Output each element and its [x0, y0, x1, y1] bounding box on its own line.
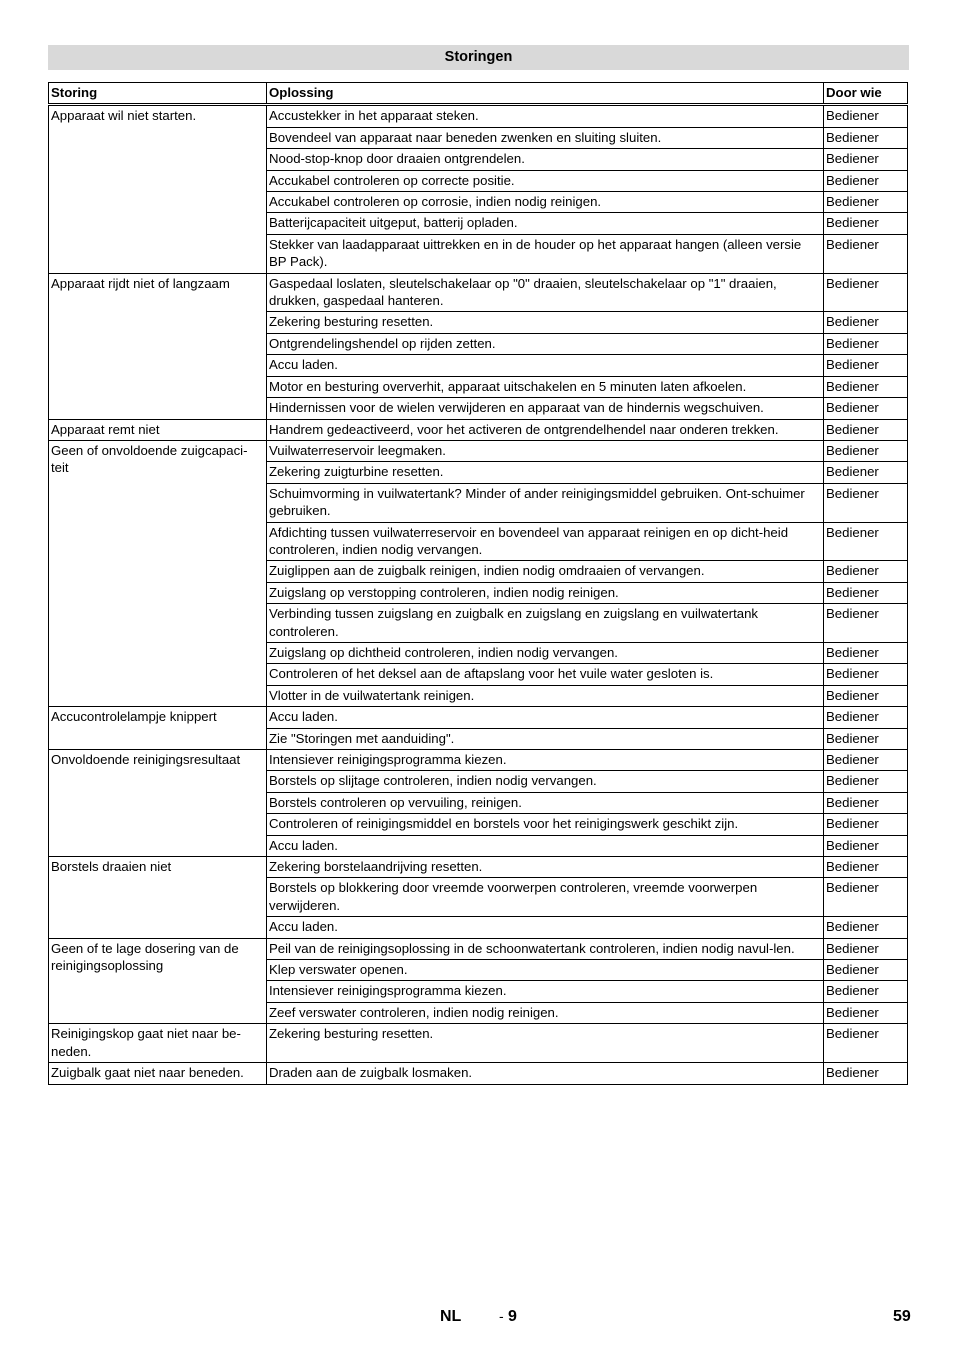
door-wie-cell: Bediener: [824, 685, 908, 706]
door-wie-cell: Bediener: [824, 981, 908, 1002]
door-wie-cell: Bediener: [824, 440, 908, 461]
oplossing-cell: Controleren of het deksel aan de aftapslang voor het vuile water gesloten is.: [267, 664, 824, 685]
door-wie-cell: Bediener: [824, 857, 908, 878]
oplossing-cell: Controleren of reinigingsmiddel en borstels voor het reinigingswerk geschikt zijn.: [267, 814, 824, 835]
door-wie-cell: Bediener: [824, 273, 908, 312]
door-wie-cell: Bediener: [824, 878, 908, 917]
oplossing-cell: Handrem gedeactiveerd, voor het activeren de ontgrendelhendel naar onderen trekken.: [267, 419, 824, 440]
door-wie-cell: Bediener: [824, 192, 908, 213]
door-wie-cell: Bediener: [824, 170, 908, 191]
fault-table-body: [49, 105, 908, 1084]
oplossing-cell: Borstels controleren op vervuiling, reinigen.: [267, 792, 824, 813]
door-wie-cell: Bediener: [824, 105, 908, 127]
door-wie-cell: Bediener: [824, 960, 908, 981]
door-wie-cell: Bediener: [824, 707, 908, 728]
door-wie-cell: Bediener: [824, 398, 908, 419]
door-wie-cell: Bediener: [824, 582, 908, 603]
door-wie-cell: Bediener: [824, 462, 908, 483]
oplossing-cell: Bovendeel van apparaat naar beneden zwenken en sluiting sluiten.: [267, 127, 824, 148]
oplossing-cell: Intensiever reinigingsprogramma kiezen.: [267, 981, 824, 1002]
door-wie-cell: Bediener: [824, 522, 908, 561]
oplossing-cell: Ontgrendelingshendel op rijden zetten.: [267, 333, 824, 354]
column-header-oplossing: Oplossing: [267, 83, 824, 105]
oplossing-cell: Accu laden.: [267, 707, 824, 728]
door-wie-cell: Bediener: [824, 376, 908, 397]
storing-cell: Geen of onvoldoende zuigcapaci-teit: [49, 440, 267, 706]
table-row: [49, 440, 908, 461]
oplossing-cell: Klep verswater openen.: [267, 960, 824, 981]
oplossing-cell: Borstels op blokkering door vreemde voorwerpen controleren, vreemde voorwerpen verwijderen.: [267, 878, 824, 917]
door-wie-cell: Bediener: [824, 561, 908, 582]
table-row: [49, 750, 908, 771]
oplossing-cell: Zie "Storingen met aanduiding".: [267, 728, 824, 749]
table-row: [49, 273, 908, 312]
oplossing-cell: Accu laden.: [267, 355, 824, 376]
storing-cell: Apparaat rijdt niet of langzaam: [49, 273, 267, 419]
door-wie-cell: Bediener: [824, 127, 908, 148]
door-wie-cell: Bediener: [824, 312, 908, 333]
oplossing-cell: Intensiever reinigingsprogramma kiezen.: [267, 750, 824, 771]
door-wie-cell: Bediener: [824, 355, 908, 376]
footer-dash: -: [499, 1308, 504, 1324]
oplossing-cell: Accukabel controleren op correcte positie.: [267, 170, 824, 191]
oplossing-cell: Accustekker in het apparaat steken.: [267, 105, 824, 127]
door-wie-cell: Bediener: [824, 642, 908, 663]
section-title: Storingen: [48, 45, 909, 70]
door-wie-cell: Bediener: [824, 483, 908, 522]
door-wie-cell: Bediener: [824, 771, 908, 792]
storing-cell: Reinigingskop gaat niet naar be-neden.: [49, 1024, 267, 1063]
fault-table: [48, 82, 908, 1085]
door-wie-cell: Bediener: [824, 917, 908, 938]
door-wie-cell: Bediener: [824, 234, 908, 273]
column-header-storing: Storing: [49, 83, 267, 105]
storing-cell: Apparaat wil niet starten.: [49, 105, 267, 273]
storing-cell: Onvoldoende reinigingsresultaat: [49, 750, 267, 857]
table-row: [49, 938, 908, 959]
oplossing-cell: Hindernissen voor de wielen verwijderen en apparaat van de hindernis wegschuiven.: [267, 398, 824, 419]
oplossing-cell: Zeef verswater controleren, indien nodig reinigen.: [267, 1002, 824, 1023]
storing-cell: Apparaat remt niet: [49, 419, 267, 440]
door-wie-cell: Bediener: [824, 1024, 908, 1063]
oplossing-cell: Borstels op slijtage controleren, indien nodig vervangen.: [267, 771, 824, 792]
column-header-door-wie: Door wie: [824, 83, 908, 105]
oplossing-cell: Zekering borstelaandrijving resetten.: [267, 857, 824, 878]
door-wie-cell: Bediener: [824, 792, 908, 813]
door-wie-cell: Bediener: [824, 728, 908, 749]
oplossing-cell: Zekering besturing resetten.: [267, 1024, 824, 1063]
oplossing-cell: Batterijcapaciteit uitgeput, batterij opladen.: [267, 213, 824, 234]
page-number: 59: [893, 1308, 911, 1325]
oplossing-cell: Vlotter in de vuilwatertank reinigen.: [267, 685, 824, 706]
door-wie-cell: Bediener: [824, 1063, 908, 1084]
oplossing-cell: Nood-stop-knop door draaien ontgrendelen.: [267, 149, 824, 170]
oplossing-cell: Zekering besturing resetten.: [267, 312, 824, 333]
door-wie-cell: Bediener: [824, 333, 908, 354]
door-wie-cell: Bediener: [824, 213, 908, 234]
door-wie-cell: Bediener: [824, 814, 908, 835]
oplossing-cell: Schuimvorming in vuilwatertank? Minder of ander reinigingsmiddel gebruiken. Ont-schuimer gebruiken.: [267, 483, 824, 522]
door-wie-cell: Bediener: [824, 1002, 908, 1023]
table-row: [49, 1024, 908, 1063]
oplossing-cell: Motor en besturing oververhit, apparaat uitschakelen en 5 minuten laten afkoelen.: [267, 376, 824, 397]
storing-cell: Borstels draaien niet: [49, 857, 267, 939]
oplossing-cell: Gaspedaal loslaten, sleutelschakelaar op "0" draaien, sleutelschakelaar op "1" draaien, drukken, gaspedaal hanteren.: [267, 273, 824, 312]
table-row: [49, 857, 908, 878]
oplossing-cell: Accukabel controleren op corrosie, indien nodig reinigen.: [267, 192, 824, 213]
door-wie-cell: Bediener: [824, 149, 908, 170]
oplossing-cell: Vuilwaterreservoir leegmaken.: [267, 440, 824, 461]
oplossing-cell: Verbinding tussen zuigslang en zuigbalk en zuigslang en zuigslang en vuilwatertank controleren.: [267, 604, 824, 643]
door-wie-cell: Bediener: [824, 750, 908, 771]
storing-cell: Geen of te lage dosering van de reinigingsoplossing: [49, 938, 267, 1024]
table-header-row: [49, 83, 908, 105]
oplossing-cell: Draden aan de zuigbalk losmaken.: [267, 1063, 824, 1084]
oplossing-cell: Zuigslang op verstopping controleren, indien nodig reinigen.: [267, 582, 824, 603]
storing-cell: Accucontrolelampje knippert: [49, 707, 267, 750]
footer-language: NL: [440, 1308, 462, 1325]
table-row: [49, 419, 908, 440]
table-row: [49, 105, 908, 127]
door-wie-cell: Bediener: [824, 938, 908, 959]
door-wie-cell: Bediener: [824, 604, 908, 643]
oplossing-cell: Accu laden.: [267, 917, 824, 938]
oplossing-cell: Afdichting tussen vuilwaterreservoir en bovendeel van apparaat reinigen en op dicht-heid controleren, indien nodig vervangen.: [267, 522, 824, 561]
footer-section-number: 9: [508, 1308, 517, 1325]
door-wie-cell: Bediener: [824, 835, 908, 856]
oplossing-cell: Accu laden.: [267, 835, 824, 856]
table-row: [49, 1063, 908, 1084]
oplossing-cell: Zuigslang op dichtheid controleren, indien nodig vervangen.: [267, 642, 824, 663]
storing-cell: Zuigbalk gaat niet naar beneden.: [49, 1063, 267, 1084]
oplossing-cell: Zekering zuigturbine resetten.: [267, 462, 824, 483]
oplossing-cell: Zuiglippen aan de zuigbalk reinigen, indien nodig omdraaien of vervangen.: [267, 561, 824, 582]
table-row: [49, 707, 908, 728]
oplossing-cell: Stekker van laadapparaat uittrekken en in de houder op het apparaat hangen (alleen versie BP Pack).: [267, 234, 824, 273]
door-wie-cell: Bediener: [824, 419, 908, 440]
oplossing-cell: Peil van de reinigingsoplossing in de schoonwatertank controleren, indien nodig navul-len.: [267, 938, 824, 959]
door-wie-cell: Bediener: [824, 664, 908, 685]
